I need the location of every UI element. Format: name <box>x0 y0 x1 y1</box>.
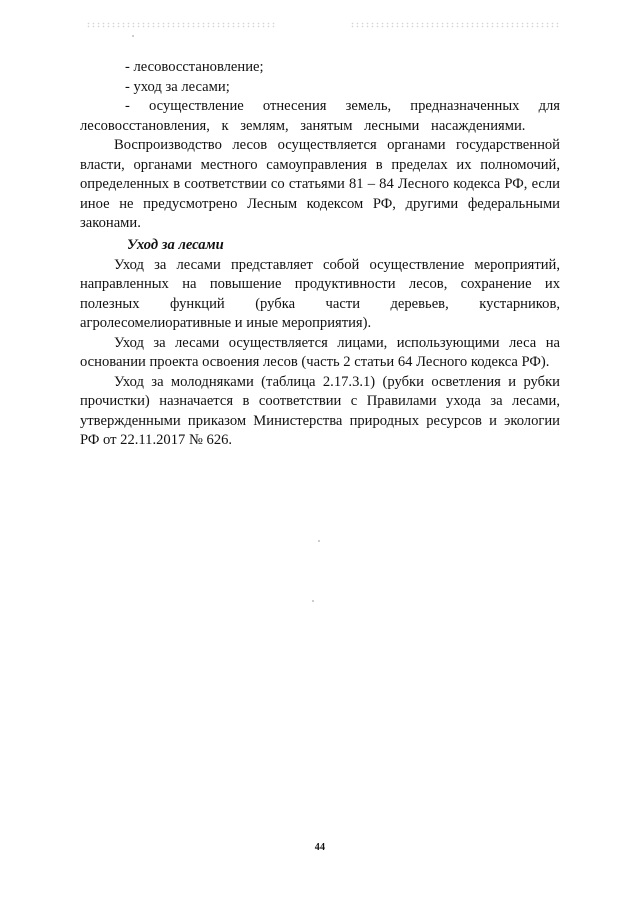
list-item: - осуществление отнесения земель, предназначенных для лесовосстановления, к землям, занятым лесными насаждениями. <box>80 98 560 134</box>
section-paragraph: Уход за молодняками (таблица 2.17.3.1) (рубки осветления и рубки прочистки) назначается в соответствии с Правилами ухода за лесами, утвержденными приказом Министерства природных ресурсов и экологии РФ от 22.11.2017 № 626. <box>80 373 560 448</box>
scan-artifact <box>132 35 134 37</box>
scan-artifact <box>350 22 560 28</box>
scan-artifact <box>318 540 320 542</box>
paragraph-reforestation: Воспроизводство лесов осуществляется органами государственной власти, органами местного самоуправления в пределах их полномочий, определенных в соответствии со статьями 81 – 84 Лесного кодекса РФ, если иное не предусмотрено Лесным кодексом РФ, другими федеральными законами. <box>80 137 560 231</box>
section-paragraph: Уход за лесами представляет собой осуществление мероприятий, направленных на повышение продуктивности лесов, сохранение их полезных функций (рубка части деревьев, кустарников, агролесомелиоративные и иные мероприятия). <box>80 256 560 331</box>
section-paragraph: Уход за лесами осуществляется лицами, использующими леса на основании проекта освоения лесов (часть 2 статьи 64 Лесного кодекса РФ). <box>80 334 560 370</box>
scan-artifact <box>312 600 314 602</box>
page-number: 44 <box>314 842 326 853</box>
list-item: - уход за лесами; <box>125 78 230 95</box>
section-heading: Уход за лесами <box>127 237 224 253</box>
scan-artifact <box>86 22 276 28</box>
list-item: - лесовосстановление; <box>125 59 264 75</box>
intro-text-block <box>80 58 560 234</box>
forest-care-section <box>80 236 560 451</box>
